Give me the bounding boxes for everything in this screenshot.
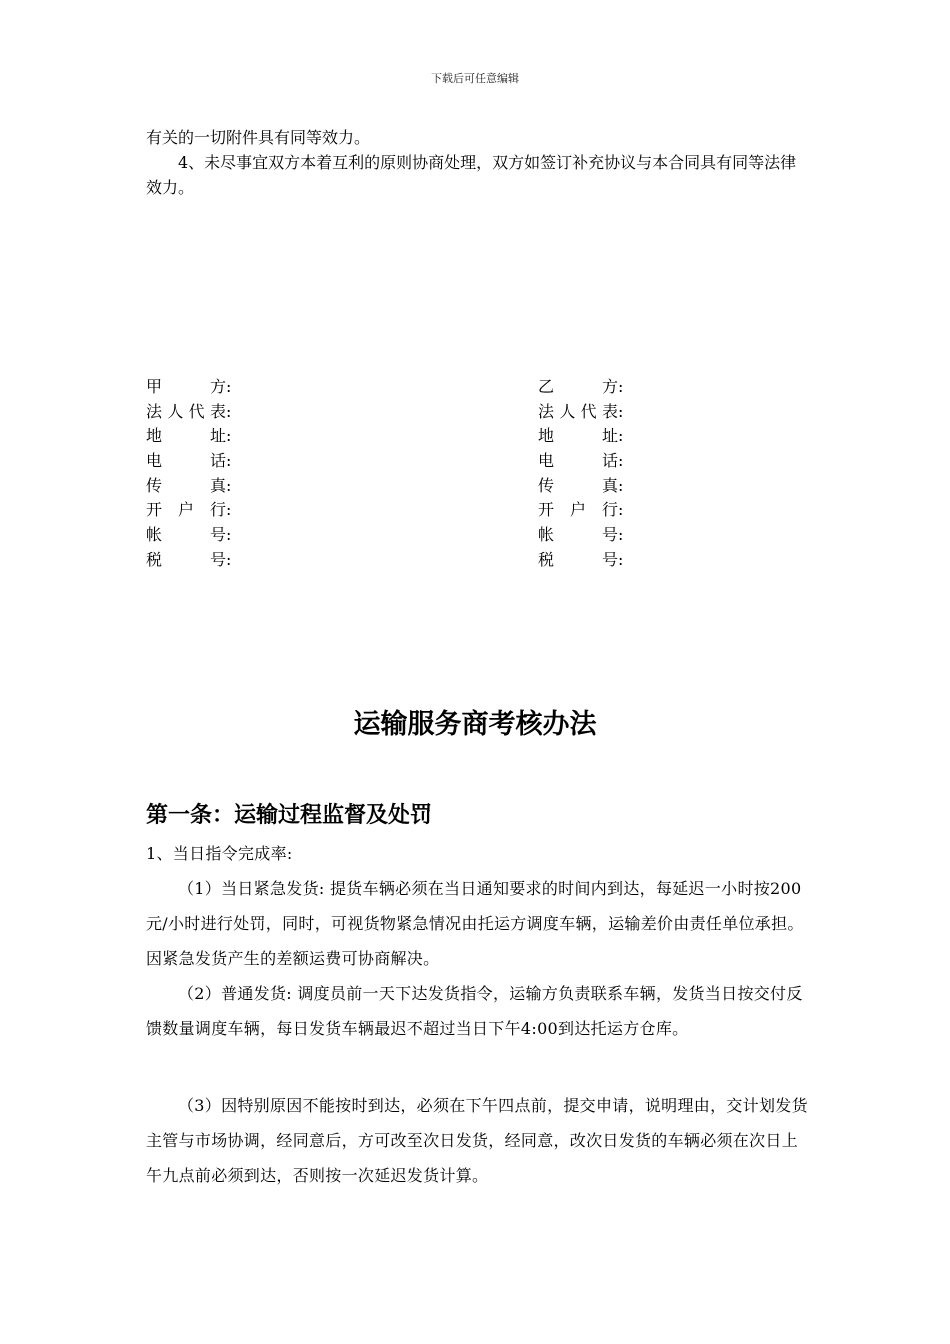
signature-field-colon: : (618, 549, 624, 569)
signature-field-label: 帐 号 (538, 525, 618, 545)
signature-row (538, 375, 632, 400)
signature-field-label: 乙 方 (538, 377, 618, 396)
signature-field-label: 开 户 行 (538, 500, 618, 520)
document-title: 运输服务商考核办法 (353, 709, 597, 740)
clause-paragraph-1: （1）当日紧急发货: 提货车辆必须在当日通知要求的时间内到达，每延迟一小时按200元/小时进行处罚，同时，可视货物紧急情况由托运方调度车辆，运输差价由责任单位承担。因紧急发货产生的差额运费可协商解决。 (146, 879, 804, 968)
signature-row (146, 400, 240, 425)
signature-row (538, 523, 632, 548)
signature-field-colon: : (226, 401, 232, 421)
signature-field-label: 地 址 (538, 426, 618, 446)
signature-row (538, 548, 632, 573)
signature-row (538, 474, 632, 499)
party-b-signature-block (538, 375, 632, 573)
signature-row (146, 424, 240, 449)
signature-row (538, 449, 632, 474)
signature-row (146, 375, 240, 400)
signature-field-colon: : (226, 475, 232, 495)
party-a-signature-block (146, 375, 240, 573)
signature-field-colon: : (618, 426, 624, 446)
signature-field-colon: : (618, 451, 624, 471)
signature-row (146, 474, 240, 499)
signature-field-label: 法 人 代 表 (146, 401, 226, 421)
signature-row (538, 400, 632, 425)
article-title: 第一条：运输过程监督及处罚 (146, 803, 433, 828)
signature-field-label: 帐 号 (146, 525, 226, 545)
subsection-heading: 1、当日指令完成率: (146, 844, 293, 863)
signature-field-label: 税 号 (538, 549, 618, 569)
signature-field-label: 开 户 行 (146, 500, 226, 520)
signature-field-colon: : (618, 475, 624, 495)
signature-field-colon: : (226, 525, 232, 545)
signature-field-colon: : (226, 377, 232, 396)
signature-field-colon: : (226, 549, 232, 569)
signature-row (538, 498, 632, 523)
signature-field-label: 传 真 (538, 475, 618, 495)
signature-field-colon: : (226, 500, 232, 520)
signature-field-colon: : (618, 525, 624, 545)
signature-row (146, 449, 240, 474)
contract-clause-tail: 有关的一切附件具有同等效力。 (146, 128, 371, 147)
signature-field-colon: : (226, 426, 232, 446)
signature-field-label: 地 址 (146, 426, 226, 446)
signature-row (538, 424, 632, 449)
signature-field-colon: : (618, 500, 624, 520)
contract-clause-4: 4、未尽事宜双方本着互利的原则协商处理，双方如签订补充协议与本合同具有同等法律效力。 (146, 153, 797, 197)
signature-field-label: 传 真 (146, 475, 226, 495)
signature-row (146, 548, 240, 573)
signature-field-label: 电 话 (538, 451, 618, 471)
signature-row (146, 523, 240, 548)
signature-field-label: 甲 方 (146, 377, 226, 396)
signature-field-colon: : (618, 401, 624, 421)
signature-field-label: 税 号 (146, 549, 226, 569)
signature-field-colon: : (618, 377, 624, 396)
page-header: 下载后可任意编辑 (431, 72, 519, 85)
signature-field-colon: : (226, 451, 232, 471)
signature-field-label: 法 人 代 表 (538, 401, 618, 421)
clause-paragraph-3: （3）因特别原因不能按时到达，必须在下午四点前，提交申请，说明理由，交计划发货主管与市场协调，经同意后，方可改至次日发货，经同意，改次日发货的车辆必须在次日上午九点前必须到达，否则按一次延迟发货计算。 (146, 1096, 808, 1185)
signature-field-label: 电 话 (146, 451, 226, 471)
clause-paragraph-2: （2）普通发货: 调度员前一天下达发货指令，运输方负责联系车辆，发货当日按交付反馈数量调度车辆，每日发货车辆最迟不超过当日下午4:00到达托运方仓库。 (146, 984, 803, 1038)
signature-row (146, 498, 240, 523)
